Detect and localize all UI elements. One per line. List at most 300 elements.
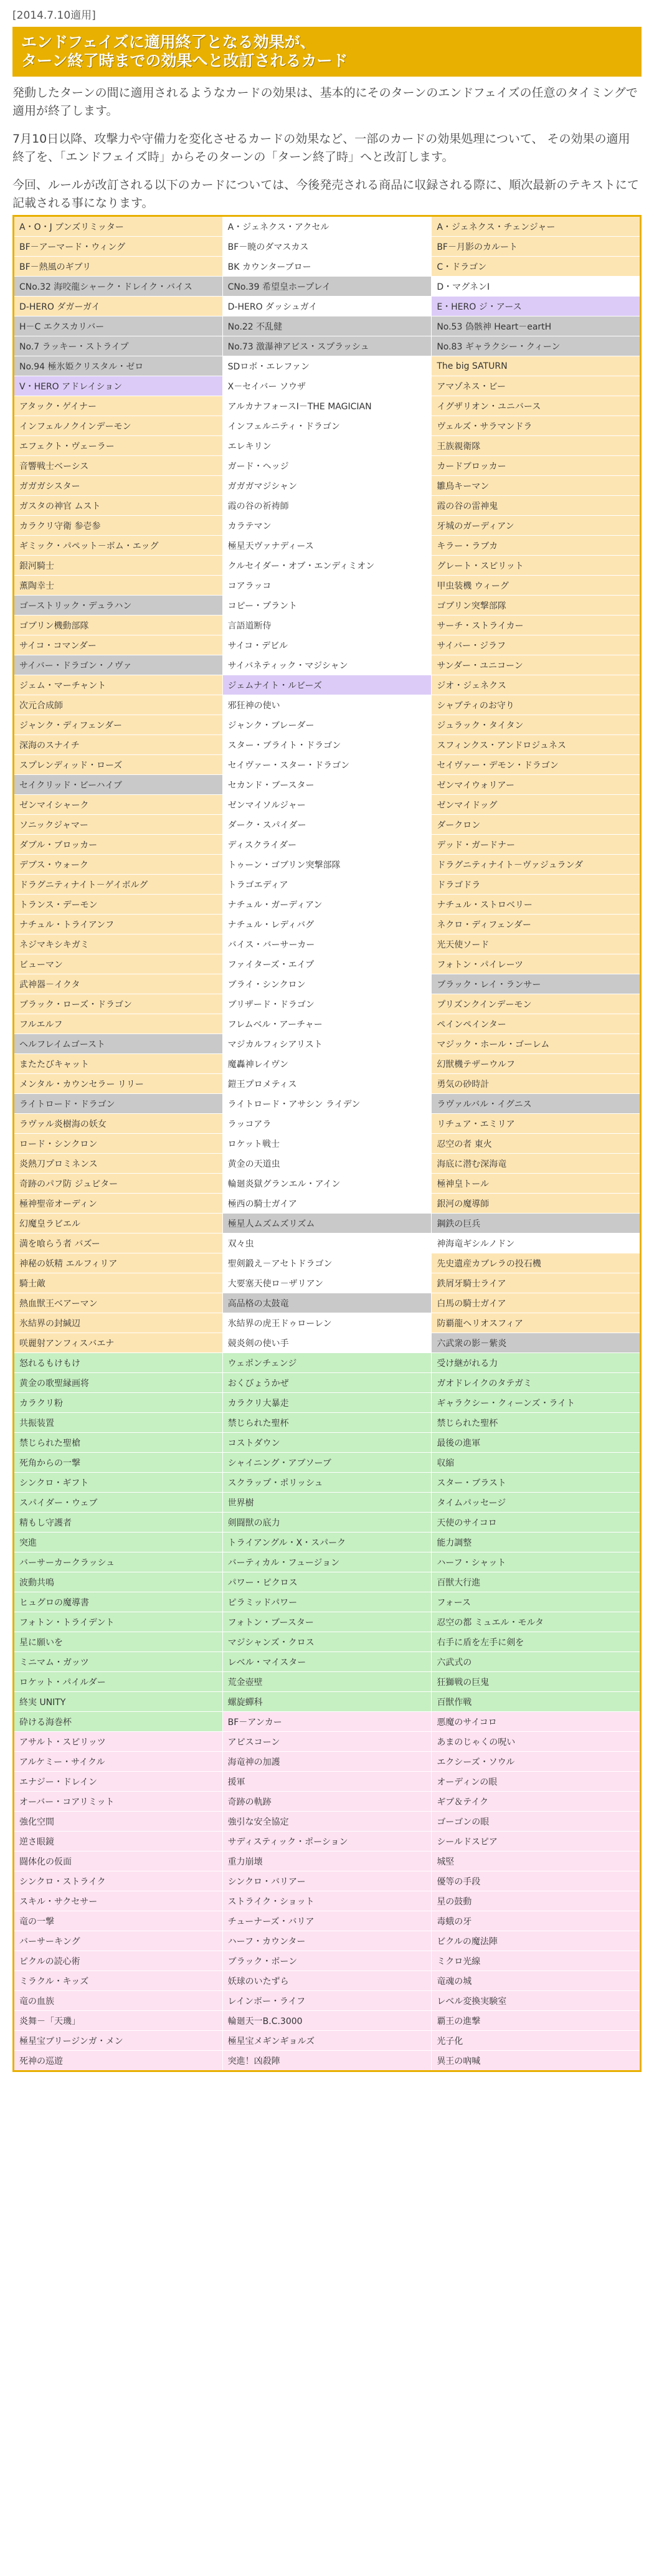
card-name-cell: 熱血獣王ベアーマン [14,1293,223,1313]
card-name-cell: ピクルの読心術 [14,1951,223,1971]
card-name-cell: ギブ＆テイク [432,1792,641,1812]
card-name-cell: プリズンクインデーモン [432,994,641,1014]
card-name-cell: 武神器－イクタ [14,974,223,994]
card-name-cell: ジェム・マーチャント [14,675,223,695]
card-name-cell: ソニックジャマー [14,815,223,835]
card-name-cell: ゴーゴンの眼 [432,1812,641,1832]
table-row [14,396,641,416]
table-row [14,1373,641,1393]
card-name-cell: V・HERO アドレイション [14,376,223,396]
card-name-cell: トゥーン・ゴブリン突撃部隊 [222,855,432,875]
table-row [14,1931,641,1951]
card-name-cell: 世界樹 [222,1493,432,1513]
card-name-cell: 光子化 [432,2031,641,2051]
card-name-cell: フォース [432,1592,641,1612]
card-name-cell: 大要塞天使ロ－ザリアン [222,1273,432,1293]
card-name-cell: タイムパッセージ [432,1493,641,1513]
card-name-cell: レインボー・ライフ [222,1991,432,2011]
card-name-cell: No.73 激瀑神アビス・スプラッシュ [222,336,432,356]
card-name-cell: パワー・ピクロス [222,1572,432,1592]
table-row [14,2011,641,2031]
card-name-cell: マジック・ホール・ゴーレム [432,1034,641,1054]
table-row [14,1473,641,1493]
table-row [14,1513,641,1533]
table-row [14,576,641,596]
card-name-cell: バーサーキング [14,1931,223,1951]
card-name-cell: セイヴァー・デモン・ドラゴン [432,755,641,775]
table-row [14,1533,641,1552]
card-name-cell: 収縮 [432,1453,641,1473]
table-row [14,1134,641,1154]
card-name-cell: ハーフ・シャット [432,1552,641,1572]
table-row [14,1493,641,1513]
card-name-cell: 聖剣鍛え－アセトドラゴン [222,1253,432,1273]
card-name-cell: 毒蛾の牙 [432,1911,641,1931]
card-name-cell: コストダウン [222,1433,432,1453]
card-name-cell: 深海のスナイチ [14,735,223,755]
card-name-cell: 星の鼓動 [432,1891,641,1911]
card-name-cell: スクラップ・ポリッシュ [222,1473,432,1493]
card-name-cell: 天使のサイコロ [432,1513,641,1533]
card-name-cell: 光天使ソード [432,934,641,954]
card-name-cell: マジシャンズ・クロス [222,1632,432,1652]
card-name-cell: D・マグネンI [432,277,641,297]
card-name-cell: A・O・J ブンズリミッター [14,216,223,237]
table-row [14,1871,641,1891]
card-name-cell: 砕ける海巻杯 [14,1712,223,1732]
card-name-cell: ロケット戦士 [222,1134,432,1154]
card-name-cell: 薫陶幸士 [14,576,223,596]
card-name-cell: 双々虫 [222,1233,432,1253]
table-row [14,1433,641,1453]
card-name-cell: 六武衆の影－紫炎 [432,1333,641,1353]
card-name-cell: ガオドレイクのタテガミ [432,1373,641,1393]
table-row [14,596,641,615]
card-name-cell: C・ドラゴン [432,257,641,277]
card-name-cell: セイクリッド・ビーハイブ [14,775,223,795]
table-row [14,1752,641,1772]
card-name-cell: ジャンク・ディフェンダー [14,715,223,735]
card-name-cell: 霞の谷の祈祷師 [222,496,432,516]
card-name-cell: 音響戦士ベーシス [14,456,223,476]
table-row [14,1951,641,1971]
card-name-cell: 銀河騎士 [14,556,223,576]
card-name-cell: ブラック・ボーン [222,1951,432,1971]
card-name-cell: ハーフ・カウンター [222,1931,432,1951]
card-name-cell: イグザリオン・ユニバース [432,396,641,416]
table-row [14,436,641,456]
table-row [14,994,641,1014]
card-name-cell: 鉄屑牙騎士ライア [432,1273,641,1293]
card-name-cell: シャブティのお守り [432,695,641,715]
card-name-cell: 咲麗射アンフィスバエナ [14,1333,223,1353]
table-row [14,695,641,715]
card-name-cell: マジカルフィシアリスト [222,1034,432,1054]
table-row [14,1772,641,1792]
card-name-cell: ダブル・ブロッカー [14,835,223,855]
card-name-cell: エフェクト・ヴェーラー [14,436,223,456]
card-name-cell: 魔轟神レイヴン [222,1054,432,1074]
card-name-cell: 螺旋蟬科 [222,1692,432,1712]
card-name-cell: スフィンクス・アンドロジュネス [432,735,641,755]
card-name-cell: 海竜神の加護 [222,1752,432,1772]
table-row [14,1612,641,1632]
card-name-cell: フレムベル・アーチャー [222,1014,432,1034]
card-name-cell: カラクリ粉 [14,1393,223,1413]
card-name-cell: 奇跡の軌跡 [222,1792,432,1812]
table-row [14,1353,641,1373]
card-name-cell: セカンド・ブースター [222,775,432,795]
table-row [14,1832,641,1851]
card-name-cell: フォトン・ブースター [222,1612,432,1632]
table-row [14,1453,641,1473]
table-row [14,835,641,855]
card-name-cell: SDロボ・エレファン [222,356,432,376]
card-name-cell: A・ジェネクス・アクセル [222,216,432,237]
card-name-cell: レベル変換実験室 [432,1991,641,2011]
card-name-cell: 忍空の都 ミュエル・モルタ [432,1612,641,1632]
card-name-cell: ナチュル・ガーディアン [222,895,432,915]
card-name-cell: H－C エクスカリバー [14,316,223,336]
table-row [14,875,641,895]
card-name-cell: No.53 偽骸神 Heart－eartH [432,316,641,336]
table-row [14,1632,641,1652]
card-name-cell: ゼンマイソルジャー [222,795,432,815]
card-name-cell: 王族親衛隊 [432,436,641,456]
table-row [14,476,641,496]
table-row [14,675,641,695]
table-row [14,715,641,735]
card-name-cell: ガガガシスター [14,476,223,496]
content [12,0,642,2072]
card-name-cell: シンクロ・バリアー [222,1871,432,1891]
card-name-cell: 極西の騎士ガイア [222,1194,432,1214]
card-name-cell: 六武式の [432,1652,641,1672]
card-name-cell: コアラッコ [222,576,432,596]
card-name-cell: アサルト・スピリッツ [14,1732,223,1752]
table-row [14,1792,641,1812]
table-row [14,615,641,635]
card-name-cell: 禁じられた聖槍 [14,1433,223,1453]
card-name-cell: ミクロ光線 [432,1951,641,1971]
card-name-cell: バーサーカークラッシュ [14,1552,223,1572]
card-name-cell: トライアングル・X・スパーク [222,1533,432,1552]
table-row [14,1174,641,1194]
card-name-cell: アルカナフォースⅠ－THE MAGICIAN [222,396,432,416]
table-row [14,655,641,675]
table-row [14,1054,641,1074]
card-name-cell: ペインペインター [432,1014,641,1034]
card-name-cell: 満を喰らう者 バズー [14,1233,223,1253]
card-name-cell: ギミック・パペット－ボム・エッグ [14,536,223,556]
card-name-cell: 炎舞－「天璣」 [14,2011,223,2031]
card-name-cell: デブス・ウォーク [14,855,223,875]
table-row [14,516,641,536]
card-name-cell: ヒュグロの魔導書 [14,1592,223,1612]
card-name-cell: ディスクライダー [222,835,432,855]
table-row [14,954,641,974]
card-name-cell: カラクリ守衛 参壱参 [14,516,223,536]
card-name-cell: 炎熱刀プロミネンス [14,1154,223,1174]
card-name-cell: サイバネティック・マジシャン [222,655,432,675]
table-row [14,775,641,795]
table-row [14,1233,641,1253]
applied-date: [2014.7.10適用] [12,9,96,22]
card-name-cell: ジェムナイト・ルビーズ [222,675,432,695]
card-name-cell: スター・ブラスト [432,1473,641,1493]
table-row [14,1253,641,1273]
intro-paragraph-3: 今回、ルールが改訂される以下のカードについては、今後発売される商品に収録される際に、順次最新のテキストにて記載される事になります。 [12,178,639,210]
card-name-cell: ギャラクシー・クィーンズ・ライト [432,1393,641,1413]
card-name-cell: 牙城のガーディアン [432,516,641,536]
card-name-cell: 突進 [14,1533,223,1552]
title-line-2: ターン終了時までの効果へと改訂されるカード [21,52,348,70]
card-name-cell: ライトロード・アサシン ライデン [222,1094,432,1114]
card-name-cell: 百獣大行進 [432,1572,641,1592]
card-name-cell: チューナーズ・バリア [222,1911,432,1931]
card-name-cell: 怒れるもけもけ [14,1353,223,1373]
card-name-cell: 白馬の騎士ガイア [432,1293,641,1313]
card-name-cell: No.22 不乱健 [222,316,432,336]
card-name-cell: クルセイダー・オブ・エンディミオン [222,556,432,576]
card-name-cell: 海底に潜む深海竜 [432,1154,641,1174]
card-name-cell: 闘体化の仮面 [14,1851,223,1871]
card-name-cell: 次元合成師 [14,695,223,715]
card-name-cell: 重力崩壊 [222,1851,432,1871]
card-name-cell: 極星宝ブリージンガ・メン [14,2031,223,2051]
card-name-cell: ストライク・ショット [222,1891,432,1911]
card-table [12,215,642,2072]
table-row [14,1014,641,1034]
card-name-cell: ドラグニティナイト－ゲイボルグ [14,875,223,895]
card-name-cell: サイバー・ドラゴン・ノヴァ [14,655,223,675]
card-name-cell: D-HERO ダガーガイ [14,297,223,316]
card-name-cell: スパイダー・ウェブ [14,1493,223,1513]
card-name-cell: 騎士敵 [14,1273,223,1293]
card-name-cell: ブライ・シンクロン [222,974,432,994]
card-name-cell: コピー・プラント [222,596,432,615]
card-name-cell: カードブロッカー [432,456,641,476]
card-name-cell: エレキリン [222,436,432,456]
card-name-cell: E・HERO ジ・アース [432,297,641,316]
table-row [14,635,641,655]
card-name-cell: BF－月影のカルート [432,237,641,257]
card-name-cell: ゼンマイシャーク [14,795,223,815]
card-name-cell: ビクルの魔法陣 [432,1931,641,1951]
table-row [14,1552,641,1572]
card-name-cell: 最後の進軍 [432,1433,641,1453]
card-name-cell: セイヴァー・スター・ドラゴン [222,755,432,775]
card-name-cell: ネジマキシキガミ [14,934,223,954]
card-name-cell: ブラック・レイ・ランサー [432,974,641,994]
table-row [14,1732,641,1752]
card-name-cell: 死神の巡遊 [14,2051,223,2071]
card-name-cell: オーディンの眼 [432,1772,641,1792]
card-table-body [14,216,641,2071]
card-name-cell: 氷結界の虎王ドゥローレン [222,1313,432,1333]
card-name-cell: 輪廻炎獄グランエル・アイン [222,1174,432,1194]
card-name-cell: CNo.32 海咬龍シャーク・ドレイク・バイス [14,277,223,297]
card-name-cell: シンクロ・ギフト [14,1473,223,1493]
card-name-cell: ブラック・ローズ・ドラゴン [14,994,223,1014]
table-row [14,1692,641,1712]
table-row [14,1293,641,1313]
table-row [14,1034,641,1054]
card-name-cell: 鎧王プロメティス [222,1074,432,1094]
card-name-cell: ダークロン [432,815,641,835]
card-name-cell: ビューマン [14,954,223,974]
card-name-cell: 優等の手段 [432,1871,641,1891]
card-name-cell: 星に願いを [14,1632,223,1652]
card-name-cell: 強化空間 [14,1812,223,1832]
card-name-cell: ドラグニティナイト－ヴァジュランダ [432,855,641,875]
card-name-cell: 逆さ眼鏡 [14,1832,223,1851]
card-name-cell: 共振装置 [14,1413,223,1433]
card-name-cell: No.94 極氷姫クリスタル・ゼロ [14,356,223,376]
card-name-cell: フォトン・トライデント [14,1612,223,1632]
card-name-cell: 竜魂の城 [432,1971,641,1991]
table-row [14,895,641,915]
card-name-cell: ガード・ヘッジ [222,456,432,476]
table-row [14,316,641,336]
card-name-cell: スキル・サクセサー [14,1891,223,1911]
card-name-cell: 波動共鳴 [14,1572,223,1592]
card-name-cell: D-HERO ダッシュガイ [222,297,432,316]
card-name-cell: 神海竜ギシルノドン [432,1233,641,1253]
card-name-cell: 狂獅戦の巨鬼 [432,1672,641,1692]
table-row [14,1712,641,1732]
table-row [14,496,641,516]
card-name-cell: 鋼鉄の巨兵 [432,1214,641,1233]
card-name-cell: CNo.39 希望皇ホープレイ [222,277,432,297]
card-name-cell: 極星人ムズムズリズム [222,1214,432,1233]
card-name-cell: 邪狂神の使い [222,695,432,715]
table-row [14,1194,641,1214]
card-name-cell: ダーク・スパイダー [222,815,432,835]
card-name-cell: ロケット・パイルダー [14,1672,223,1692]
card-name-cell: フォトン・パイレーツ [432,954,641,974]
table-row [14,1672,641,1692]
title-line-1: エンドフェイズに適用終了となる効果が、 [21,33,316,51]
card-name-cell: バーティカル・フュージョン [222,1552,432,1572]
table-row [14,1393,641,1413]
card-name-cell: またたびキャット [14,1054,223,1074]
card-name-cell: BF－熱風のギブリ [14,257,223,277]
card-name-cell: おくびょうかぜ [222,1373,432,1393]
table-row [14,855,641,875]
card-name-cell: BF－暁のダマスカス [222,237,432,257]
card-name-cell: ヴェルズ・サラマンドラ [432,416,641,436]
table-row [14,237,641,257]
table-row [14,1114,641,1134]
table-row [14,915,641,934]
card-name-cell: アタック・ゲイナー [14,396,223,416]
card-name-cell: ネクロ・ディフェンダー [432,915,641,934]
card-name-cell: アピスコーン [222,1732,432,1752]
table-row [14,356,641,376]
card-name-cell: トラゴエディア [222,875,432,895]
card-name-cell: あまのじゃくの呪い [432,1732,641,1752]
card-name-cell: 銀河の魔導師 [432,1194,641,1214]
card-name-cell: 霞の谷の雷神鬼 [432,496,641,516]
card-name-cell: ヘルフレイムゴースト [14,1034,223,1054]
card-name-cell: スター・ブライト・ドラゴン [222,735,432,755]
card-name-cell: No.83 ギャラクシー・クィーン [432,336,641,356]
card-name-cell: 竜の一撃 [14,1911,223,1931]
card-name-cell: サイコ・コマンダー [14,635,223,655]
card-name-cell: シンクロ・ストライク [14,1871,223,1891]
card-name-cell: 甲虫装機 ウィーグ [432,576,641,596]
card-name-cell: 百獣作戦 [432,1692,641,1712]
card-name-cell: 強引な安全協定 [222,1812,432,1832]
card-name-cell: サイコ・デビル [222,635,432,655]
card-name-cell: サンダー・ユニコーン [432,655,641,675]
card-name-cell: ジャンク・ブレーダー [222,715,432,735]
table-row [14,1592,641,1612]
card-name-cell: 禁じられた聖杯 [432,1413,641,1433]
table-row [14,1971,641,1991]
card-name-cell: 幻獣機テザーウルフ [432,1054,641,1074]
card-name-cell: ガガガマジシャン [222,476,432,496]
card-name-cell: 禁じられた聖杯 [222,1413,432,1433]
table-row [14,1851,641,1871]
table-row [14,376,641,396]
card-name-cell: インフェルノクインデーモン [14,416,223,436]
card-name-cell: フルエルフ [14,1014,223,1034]
table-row [14,336,641,356]
card-name-cell: ジュラック・タイタン [432,715,641,735]
table-row [14,1652,641,1672]
card-name-cell: 極星宝メギンギョルズ [222,2031,432,2051]
table-row [14,2031,641,2051]
card-name-cell: エナジー・ドレイン [14,1772,223,1792]
card-name-cell: ガスタの神官 ムスト [14,496,223,516]
card-name-cell: 黄金の歌聖縁画将 [14,1373,223,1393]
card-name-cell: 援軍 [222,1772,432,1792]
card-name-cell: BK カウンターブロー [222,257,432,277]
table-row [14,1074,641,1094]
table-row [14,556,641,576]
table-row [14,1333,641,1353]
card-name-cell: No.7 ラッキー・ストライプ [14,336,223,356]
card-name-cell: メンタル・カウンセラー リリー [14,1074,223,1094]
card-name-cell: 輪廻天一B.C.3000 [222,2011,432,2031]
card-name-cell: アマゾネス・ビー [432,376,641,396]
card-name-cell: 黄金の天道虫 [222,1154,432,1174]
card-name-cell: ブリザード・ドラゴン [222,994,432,1014]
card-name-cell: グレート・スピリット [432,556,641,576]
card-name-cell: 高品格の太鼓竜 [222,1293,432,1313]
card-name-cell: 先史遺産カブレラの投石機 [432,1253,641,1273]
card-name-cell: サイバー・ジラフ [432,635,641,655]
table-row [14,416,641,436]
card-name-cell: 競炎剣の使い手 [222,1333,432,1353]
card-name-cell: カラクリ大暴走 [222,1393,432,1413]
card-name-cell: ミラクル・キッズ [14,1971,223,1991]
card-name-cell: 雛鳥キーマン [432,476,641,496]
table-row [14,297,641,316]
card-name-cell: 能力調整 [432,1533,641,1552]
card-name-cell: デッド・ガードナー [432,835,641,855]
card-name-cell: 異王の吶喊 [432,2051,641,2071]
card-name-cell: 突進！凶殺陣 [222,2051,432,2071]
card-name-cell: ラヴァル炎樹海の妖女 [14,1114,223,1134]
card-name-cell: 神秘の妖精 エルフィリア [14,1253,223,1273]
table-row [14,2051,641,2071]
card-name-cell: ドラゴドラ [432,875,641,895]
card-name-cell: スプレンディッド・ローズ [14,755,223,775]
card-name-cell: ラッコアラ [222,1114,432,1134]
